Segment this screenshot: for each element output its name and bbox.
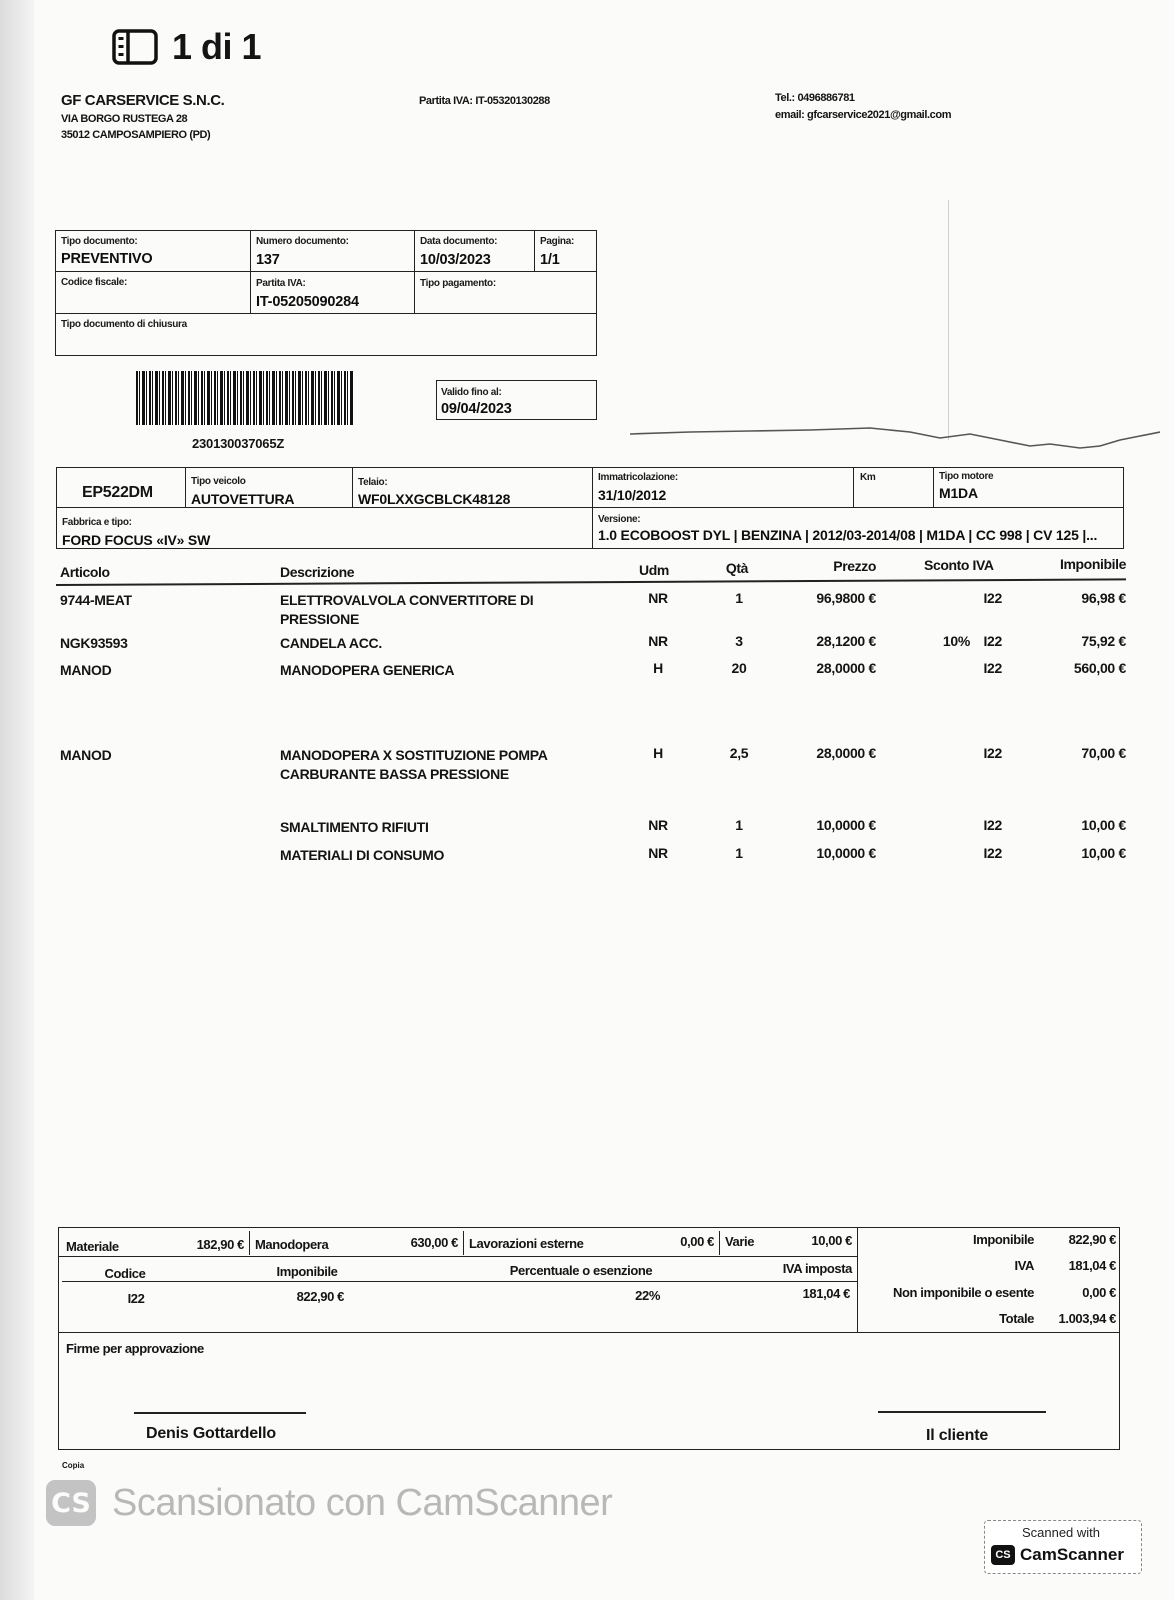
item-description-line2: CARBURANTE BASSA PRESSIONE bbox=[280, 766, 509, 782]
badge-top-text: Scanned with bbox=[1021, 1525, 1101, 1540]
col-header-description: Descrizione bbox=[280, 564, 355, 580]
signature-line-right bbox=[878, 1411, 1046, 1413]
item-qty: 1 bbox=[735, 845, 743, 861]
item-taxable: 10,00 € bbox=[1081, 845, 1126, 861]
doc-info-divider bbox=[414, 230, 415, 313]
torn-edge-line bbox=[630, 418, 1160, 458]
total-vat-label: IVA bbox=[1014, 1258, 1034, 1273]
copy-label: Copia bbox=[62, 1461, 85, 1470]
item-udm: NR bbox=[648, 590, 668, 606]
item-udm: H bbox=[653, 745, 663, 761]
summary-divider bbox=[857, 1227, 858, 1333]
item-article: MANOD bbox=[60, 662, 112, 678]
company-address-line1: VIA BORGO RUSTEGA 28 bbox=[61, 113, 188, 125]
doc-page-label: Pagina: bbox=[540, 236, 575, 247]
col-header-discount-vat: Sconto IVA bbox=[924, 557, 994, 573]
misc-value: 10,00 € bbox=[811, 1233, 852, 1248]
vehicle-divider bbox=[853, 467, 854, 507]
item-description: SMALTIMENTO RIFIUTI bbox=[280, 819, 429, 835]
make-model-value: FORD FOCUS «IV» SW bbox=[62, 532, 211, 548]
taxable-value: 822,90 € bbox=[296, 1289, 344, 1304]
external-work-label: Lavorazioni esterne bbox=[469, 1236, 584, 1251]
summary-divider bbox=[249, 1231, 250, 1255]
version-value: 1.0 ECOBOOST DYL | BENZINA | 2012/03-2014/08 | M1DA | CC 998 | CV 125 |... bbox=[598, 527, 1098, 543]
validity-value: 09/04/2023 bbox=[441, 401, 512, 417]
col-header-udm: Udm bbox=[639, 562, 669, 578]
item-taxable: 70,00 € bbox=[1081, 745, 1126, 761]
paper-fold-line bbox=[948, 200, 949, 440]
vehicle-divider bbox=[352, 467, 353, 507]
col-header-taxable: Imponibile bbox=[1059, 556, 1126, 572]
taxable-header: Imponibile bbox=[276, 1264, 338, 1279]
item-price: 10,0000 € bbox=[816, 845, 876, 861]
total-taxable-label: Imponibile bbox=[972, 1232, 1034, 1247]
doc-info-divider bbox=[250, 230, 251, 313]
vehicle-type-value: AUTOVETTURA bbox=[191, 491, 295, 507]
item-article: 9744-MEAT bbox=[60, 592, 132, 608]
item-vat-code: I22 bbox=[983, 745, 1002, 761]
page-indicator-text: 1 di 1 bbox=[172, 26, 262, 67]
payment-type-label: Tipo pagamento: bbox=[420, 278, 496, 289]
summary-divider bbox=[463, 1231, 464, 1255]
customer-vat-label: Partita IVA: bbox=[256, 278, 306, 289]
item-discount: 10% bbox=[942, 633, 970, 649]
item-article: NGK93593 bbox=[60, 635, 128, 651]
camscanner-watermark bbox=[46, 1478, 612, 1528]
doc-number-value: 137 bbox=[256, 252, 280, 268]
item-vat-code: I22 bbox=[983, 845, 1002, 861]
percentage-header: Percentuale o esenzione bbox=[509, 1263, 653, 1278]
item-description: ELETTROVALVOLA CONVERTITORE DI bbox=[280, 592, 534, 608]
item-description: MANODOPERA X SOSTITUZIONE POMPA bbox=[280, 747, 548, 763]
validity-label: Valido fino al: bbox=[441, 387, 502, 398]
material-label: Materiale bbox=[66, 1239, 119, 1254]
item-description: MANODOPERA GENERICA bbox=[280, 662, 455, 678]
grand-total-label: Totale bbox=[999, 1311, 1034, 1326]
item-udm: H bbox=[653, 660, 663, 676]
item-article: MANOD bbox=[60, 747, 112, 763]
doc-info-divider bbox=[55, 271, 597, 272]
item-qty: 20 bbox=[731, 660, 747, 676]
doc-date-value: 10/03/2023 bbox=[420, 252, 491, 268]
vat-tax-header: IVA imposta bbox=[782, 1261, 852, 1276]
doc-type-label: Tipo documento: bbox=[61, 236, 138, 247]
vehicle-type-label: Tipo veicolo bbox=[191, 476, 246, 487]
engine-type-value: M1DA bbox=[939, 485, 978, 501]
item-udm: NR bbox=[648, 845, 668, 861]
company-name: GF CARSERVICE S.N.C. bbox=[61, 92, 225, 109]
customer-vat-value: IT-05205090284 bbox=[256, 294, 359, 310]
vehicle-divider bbox=[56, 507, 1124, 508]
grand-total-value: 1.003,94 € bbox=[1058, 1311, 1116, 1326]
engine-type-label: Tipo motore bbox=[939, 471, 994, 482]
barcode-graphic bbox=[136, 371, 354, 425]
item-taxable: 96,98 € bbox=[1081, 590, 1126, 606]
version-label: Versione: bbox=[598, 514, 641, 525]
company-email: email: gfcarservice2021@gmail.com bbox=[775, 109, 952, 121]
company-address-line2: 35012 CAMPOSAMPIERO (PD) bbox=[61, 129, 211, 141]
item-qty: 2,5 bbox=[729, 745, 749, 761]
fiscal-code-label: Codice fiscale: bbox=[61, 277, 128, 288]
item-taxable: 75,92 € bbox=[1081, 633, 1126, 649]
col-header-price: Prezzo bbox=[833, 558, 876, 574]
summary-divider bbox=[719, 1231, 720, 1255]
document-pages-icon bbox=[112, 28, 158, 66]
item-taxable: 560,00 € bbox=[1073, 660, 1126, 676]
item-vat-code: I22 bbox=[983, 633, 1002, 649]
non-taxable-value: 0,00 € bbox=[1082, 1285, 1116, 1300]
company-tel: Tel.: 0496886781 bbox=[775, 92, 855, 104]
doc-date-label: Data documento: bbox=[420, 236, 498, 247]
watermark-text: Scansionato con CamScanner bbox=[112, 1481, 613, 1524]
item-price: 96,9800 € bbox=[816, 590, 876, 606]
closing-doc-label: Tipo documento di chiusura bbox=[61, 319, 187, 330]
total-taxable-value: 822,90 € bbox=[1068, 1232, 1116, 1247]
doc-info-divider bbox=[55, 313, 597, 314]
page-indicator bbox=[112, 26, 261, 68]
item-description: MATERIALI DI CONSUMO bbox=[280, 847, 445, 863]
item-price: 28,0000 € bbox=[816, 660, 876, 676]
summary-divider bbox=[58, 1256, 858, 1257]
item-vat-code: I22 bbox=[983, 660, 1002, 676]
doc-number-label: Numero documento: bbox=[256, 236, 349, 247]
material-value: 182,90 € bbox=[196, 1237, 244, 1252]
external-work-value: 0,00 € bbox=[680, 1234, 714, 1249]
vehicle-divider bbox=[185, 467, 186, 507]
item-qty: 3 bbox=[735, 633, 743, 649]
signature-line-left bbox=[134, 1412, 306, 1414]
item-description: CANDELA ACC. bbox=[280, 635, 382, 651]
scan-edge-shadow bbox=[0, 0, 34, 1600]
badge-bottom-text: CamScanner bbox=[1020, 1545, 1124, 1564]
col-header-qty: Qtà bbox=[725, 560, 749, 576]
code-value: I22 bbox=[127, 1291, 145, 1306]
badge-logo-icon: CS bbox=[991, 1545, 1015, 1565]
item-taxable: 10,00 € bbox=[1081, 817, 1126, 833]
item-qty: 1 bbox=[735, 817, 743, 833]
item-qty: 1 bbox=[735, 590, 743, 606]
item-price: 10,0000 € bbox=[816, 817, 876, 833]
item-price: 28,0000 € bbox=[816, 745, 876, 761]
chassis-label: Telaio: bbox=[358, 477, 388, 488]
document-info-box bbox=[55, 230, 597, 356]
item-description-line2: PRESSIONE bbox=[280, 611, 359, 627]
total-vat-value: 181,04 € bbox=[1068, 1258, 1116, 1273]
registration-value: 31/10/2012 bbox=[598, 487, 667, 503]
signature-title: Firme per approvazione bbox=[66, 1341, 204, 1356]
camscanner-badge bbox=[984, 1520, 1142, 1574]
make-model-label: Fabbrica e tipo: bbox=[62, 517, 132, 528]
signature-name-left: Denis Gottardello bbox=[146, 1425, 276, 1442]
summary-divider bbox=[62, 1281, 858, 1282]
km-label: Km bbox=[860, 472, 876, 483]
item-price: 28,1200 € bbox=[816, 633, 876, 649]
doc-page-value: 1/1 bbox=[540, 252, 560, 268]
item-vat-code: I22 bbox=[983, 590, 1002, 606]
percentage-value: 22% bbox=[635, 1288, 660, 1303]
col-header-article: Articolo bbox=[60, 564, 110, 580]
doc-type-value: PREVENTIVO bbox=[61, 251, 153, 267]
doc-info-divider bbox=[534, 230, 535, 271]
camscanner-logo-icon: CS bbox=[46, 1480, 96, 1526]
item-udm: NR bbox=[648, 633, 668, 649]
labor-value: 630,00 € bbox=[410, 1235, 458, 1250]
vehicle-plate: EP522DM bbox=[82, 484, 153, 501]
chassis-value: WF0LXXGCBLCK48128 bbox=[358, 491, 511, 507]
vat-tax-value: 181,04 € bbox=[802, 1286, 850, 1301]
item-vat-code: I22 bbox=[983, 817, 1002, 833]
vehicle-divider bbox=[592, 467, 593, 549]
company-vat: Partita IVA: IT-05320130288 bbox=[419, 95, 550, 107]
signature-name-right: Il cliente bbox=[926, 1427, 989, 1444]
misc-label: Varie bbox=[725, 1234, 755, 1249]
barcode-number: 230130037065Z bbox=[192, 436, 285, 451]
vehicle-divider bbox=[933, 467, 934, 507]
labor-label: Manodopera bbox=[255, 1237, 329, 1252]
item-udm: NR bbox=[648, 817, 668, 833]
registration-label: Immatricolazione: bbox=[598, 472, 678, 483]
non-taxable-label: Non imponibile o esente bbox=[892, 1285, 1034, 1300]
code-header: Codice bbox=[104, 1266, 146, 1281]
